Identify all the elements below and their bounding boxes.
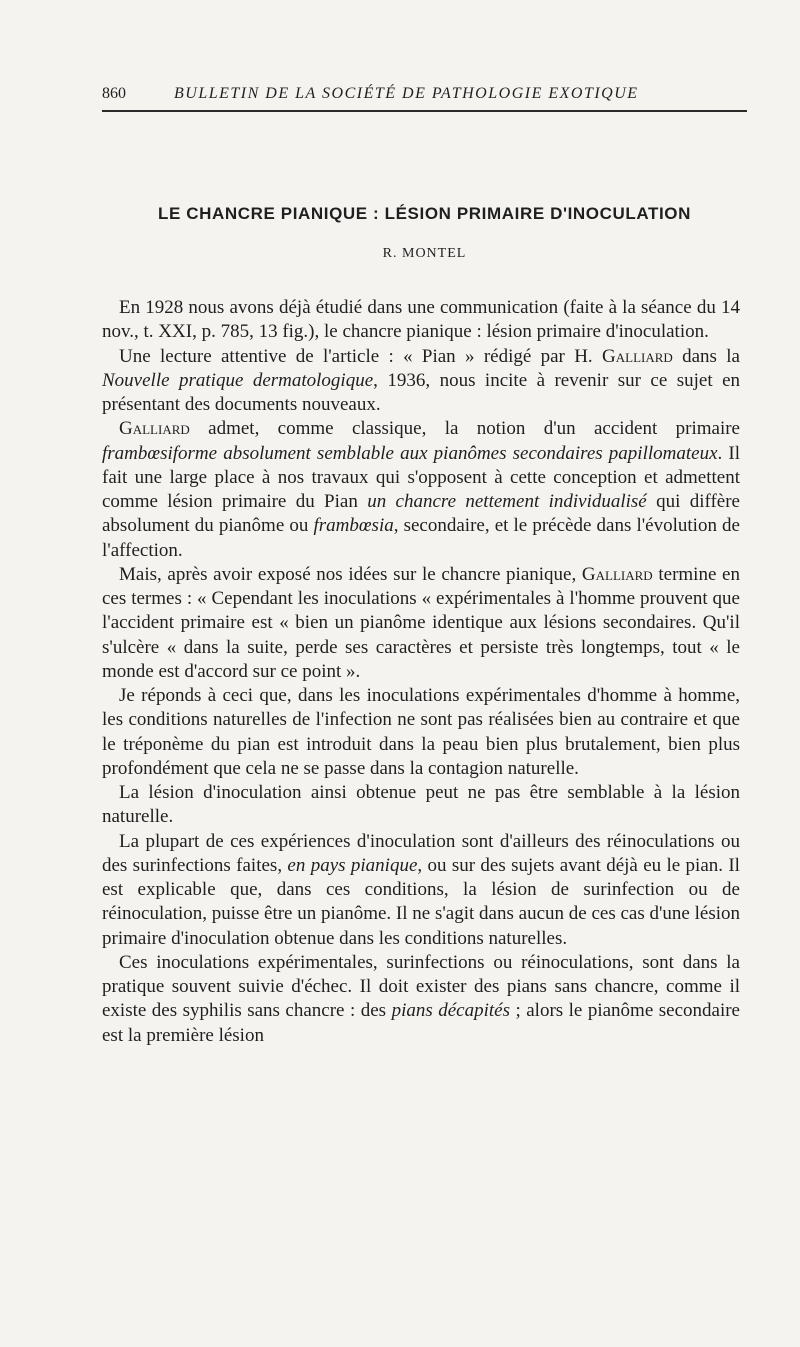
header-rule [102,110,747,112]
paragraph-text: , secondaire, et le précède dans l'évolution de l'affection. [102,515,740,561]
paragraph-text: , ou sur des sujets avant déjà eu le pian. Il est explicable que, dans ces conditions, la lésion de surinfection ou de réinoculation, puisse être un pianôme. Il ne s'agit dans aucun de ces cas d'une lésion primaire d'inoculation obtenue dans les conditions naturelles. [102,854,740,949]
paragraph [102,781,740,830]
paragraph-text: Une lecture attentive de l'article : « Pian » rédigé par H. [119,345,603,367]
author-name: Galliard [581,563,653,585]
paragraph-text: Je réponds à ceci que, dans les inoculations expérimentales d'homme à homme, les conditions naturelles de l'infection ne sont pas réalisées bien au contraire et que le tréponème du pian est introduit dans la peau bien plus brutalement, bien plus profondément que cela ne se passe dans la contagion naturelle. [102,685,740,779]
paragraph-text: termine en ces termes : « Cependant les inoculations « expérimentales à l'homme prouvent que l'accident primaire est « bien un pianôme identique aux lésions secondaires. Qu'il s'ulcère « dans la suite, perde ses caractères et persiste très longtemps, tout « le monde est d'accord sur ce point ». [102,563,740,682]
paragraph [102,563,740,684]
paragraph-text: ; alors le pianôme secondaire est la première lésion [102,1000,740,1046]
italic-phrase: en pays pianique [287,854,418,876]
paragraph-text: dans la [672,345,740,367]
italic-phrase: pians décapités [391,1000,510,1022]
paragraph [102,951,740,1048]
author-name: Galliard [602,345,673,367]
paragraph-text: admet, comme classique, la notion d'un accident primaire [189,418,740,440]
paragraph [102,345,740,418]
paragraph-text: . Il fait une large place à nos travaux qui s'opposent à cette conception et admettent comme lésion primaire du Pian [102,442,741,512]
paragraph-text: Ces inoculations expérimentales, surinfections ou réinoculations, sont dans la pratique souvent suivie d'échec. Il doit exister des pians sans chancre, comme il existe des syphilis sans chancre : des [102,951,740,1022]
paragraph [102,296,740,345]
paragraph-text: La lésion d'inoculation ainsi obtenue peut ne pas être semblable à la lésion naturelle. [102,782,740,828]
paragraph [102,684,740,781]
italic-phrase: frambœsia [313,515,394,537]
publication-title: Nouvelle pratique dermatologique [102,369,374,391]
author-name: Galliard [119,418,190,440]
journal-title: BULLETIN DE LA SOCIÉTÉ DE PATHOLOGIE EXOTIQUE [174,85,639,102]
paragraph [102,830,740,951]
article-body [102,296,740,1048]
page-number: 860 [102,85,126,102]
paragraph [102,417,740,563]
article-author: R. MONTEL [382,246,467,261]
paragraph-text: Mais, après avoir exposé nos idées sur le chancre pianique, [119,563,582,585]
italic-phrase: un chancre nettement individualisé [367,491,647,512]
paragraph-text: , 1936, nous incite à revenir sur ce sujet en présentant des documents nouveaux. [102,369,741,415]
paragraph-text: qui diffère absolument du pianôme ou [102,491,740,537]
article-title: LE CHANCRE PIANIQUE : LÉSION PRIMAIRE D'INOCULATION [157,204,691,223]
paragraph-text: En 1928 nous avons déjà étudié dans une communication (faite à la séance du 14 nov., t. XXI, p. 785, 13 fig.), le chancre pianique : lésion primaire d'inoculation. [102,297,740,343]
paragraph-text: La plupart de ces expériences d'inoculation sont d'ailleurs des réinoculations ou des surinfections faites, [102,830,740,876]
italic-phrase: frambœsiforme absolument semblable aux pianômes secondaires papillomateux [102,442,718,464]
